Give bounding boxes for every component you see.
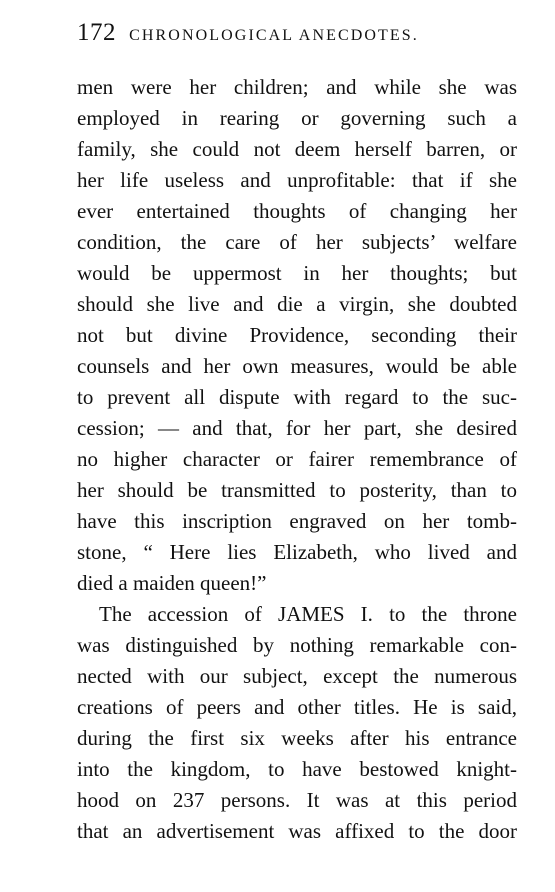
text-line: family, she could not deem herself barren, or: [77, 137, 517, 161]
running-head: CHRONOLOGICAL ANECDOTES.: [129, 27, 419, 44]
text-line: stone, “ Here lies Elizabeth, who lived and: [77, 540, 517, 564]
text-line: hood on 237 persons. It was at this period: [77, 788, 517, 812]
text-line: her should be transmitted to posterity, than to: [77, 478, 517, 502]
text-line: into the kingdom, to have bestowed knight-: [77, 757, 517, 781]
text-line: that an advertisement was affixed to the door: [77, 819, 517, 843]
text-line: no higher character or fairer remembrance of: [77, 447, 517, 471]
text-line-paragraph-end: died a maiden queen!”: [77, 571, 267, 595]
text-line: employed in rearing or governing such a: [77, 106, 517, 130]
text-line: should she live and die a virgin, she doubted: [77, 292, 517, 316]
text-line-paragraph-start: The accession of JAMES I. to the throne: [99, 602, 517, 626]
text-line: have this inscription engraved on her tomb-: [77, 509, 517, 533]
text-line: to prevent all dispute with regard to the suc-: [77, 385, 517, 409]
text-line: men were her children; and while she was: [77, 75, 517, 99]
text-line: during the first six weeks after his entrance: [77, 726, 517, 750]
text-line: would be uppermost in her thoughts; but: [77, 261, 517, 285]
page-header: [77, 19, 477, 55]
text-line: counsels and her own measures, would be able: [77, 354, 517, 378]
text-line: her life useless and unprofitable: that if she: [77, 168, 517, 192]
body-text: [77, 72, 517, 847]
text-line: was distinguished by nothing remarkable con-: [77, 633, 517, 657]
text-line: nected with our subject, except the numerous: [77, 664, 517, 688]
text-line: cession; — and that, for her part, she desired: [77, 416, 517, 440]
text-line: condition, the care of her subjects’ welfare: [77, 230, 517, 254]
text-line: ever entertained thoughts of changing her: [77, 199, 517, 223]
text-line: creations of peers and other titles. He is said,: [77, 695, 517, 719]
text-line: not but divine Providence, seconding their: [77, 323, 517, 347]
page-number: 172: [77, 19, 116, 46]
